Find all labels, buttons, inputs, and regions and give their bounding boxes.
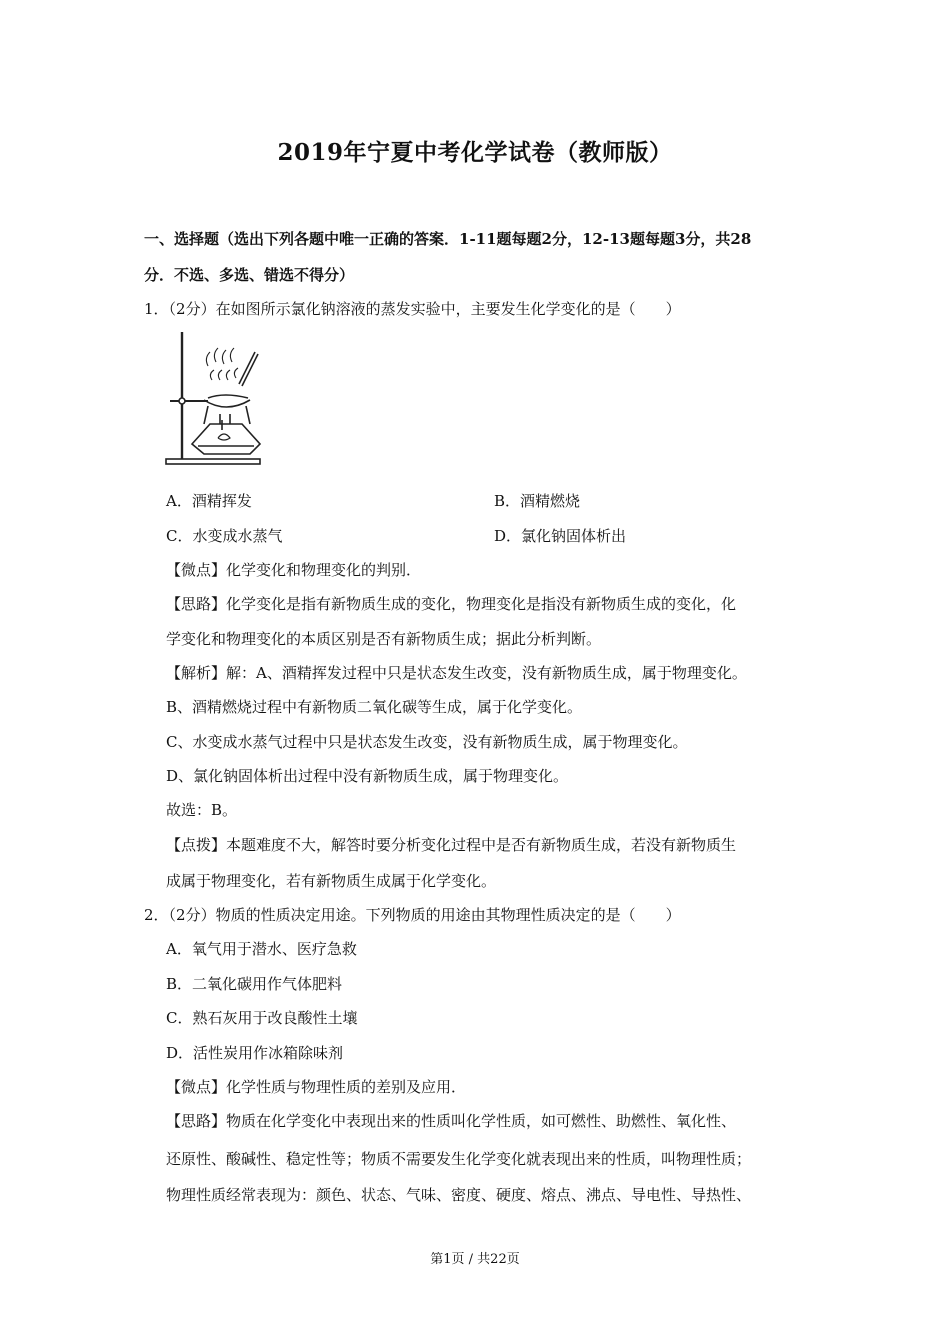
- evaporation-apparatus-icon: [164, 328, 264, 468]
- q2-option-b: B．二氧化碳用作气体肥料: [166, 975, 343, 993]
- q2-silu-line1: 【思路】物质在化学变化中表现出来的性质叫化学性质，如可燃性、助燃性、氧化性、: [166, 1112, 737, 1130]
- q1-silu-line1: 【思路】化学变化是指有新物质生成的变化，物理变化是指没有新物质生成的变化，化: [166, 595, 737, 613]
- q2-option-a: A．氧气用于潜水、医疗急救: [166, 940, 357, 958]
- q1-jiexi-line2: B、酒精燃烧过程中有新物质二氧化碳等生成，属于化学变化。: [166, 698, 583, 716]
- q1-jiexi-line4: D、氯化钠固体析出过程中没有新物质生成，属于物理变化。: [166, 767, 569, 785]
- section-heading-line2: 分．不选、多选、错选不得分）: [144, 266, 355, 284]
- q2-option-d: D．活性炭用作冰箱除味剂: [166, 1044, 344, 1062]
- question-1-stem: 1．（2分）在如图所示氯化钠溶液的蒸发实验中，主要发生化学变化的是（ ）: [144, 300, 681, 318]
- q1-weidian: 【微点】化学变化和物理变化的判别．: [166, 561, 422, 579]
- page-title: 2019年宁夏中考化学试卷（教师版）: [277, 139, 673, 166]
- page-footer: 第1页 / 共22页: [430, 1252, 520, 1267]
- question-2-stem: 2．（2分）物质的性质决定用途。下列物质的用途由其物理性质决定的是（ ）: [144, 906, 681, 924]
- section-heading-line1: 一、选择题（选出下列各题中唯一正确的答案．1-11题每题2分，12-13题每题3分，共28: [144, 230, 752, 248]
- q1-silu-line2: 学变化和物理变化的本质区别是否有新物质生成；据此分析判断。: [166, 630, 602, 648]
- q2-weidian: 【微点】化学性质与物理性质的差别及应用．: [166, 1078, 467, 1096]
- q1-option-b: B．酒精燃烧: [494, 492, 581, 510]
- q1-dianbo-line2: 成属于物理变化，若有新物质生成属于化学变化。: [166, 872, 497, 890]
- q2-silu-line2: 还原性、酸碱性、稳定性等；物质不需要发生化学变化就表现出来的性质，叫物理性质；: [166, 1150, 752, 1168]
- q1-jiexi-line1: 【解析】解：A、酒精挥发过程中只是状态发生改变，没有新物质生成，属于物理变化。: [166, 664, 747, 682]
- q1-option-c: C．水变成水蒸气: [166, 527, 283, 545]
- q1-option-d: D．氯化钠固体析出: [494, 527, 627, 545]
- q1-option-a: A．酒精挥发: [166, 492, 252, 510]
- q2-option-c: C．熟石灰用于改良酸性土壤: [166, 1009, 358, 1027]
- q1-jiexi-line3: C、水变成水蒸气过程中只是状态发生改变，没有新物质生成，属于物理变化。: [166, 733, 688, 751]
- q2-silu-line3: 物理性质经常表现为：颜色、状态、气味、密度、硬度、熔点、沸点、导电性、导热性、: [166, 1186, 752, 1204]
- q1-answer: 故选：B。: [166, 801, 238, 819]
- q1-dianbo-line1: 【点拨】本题难度不大，解答时要分析变化过程中是否有新物质生成，若没有新物质生: [166, 836, 737, 854]
